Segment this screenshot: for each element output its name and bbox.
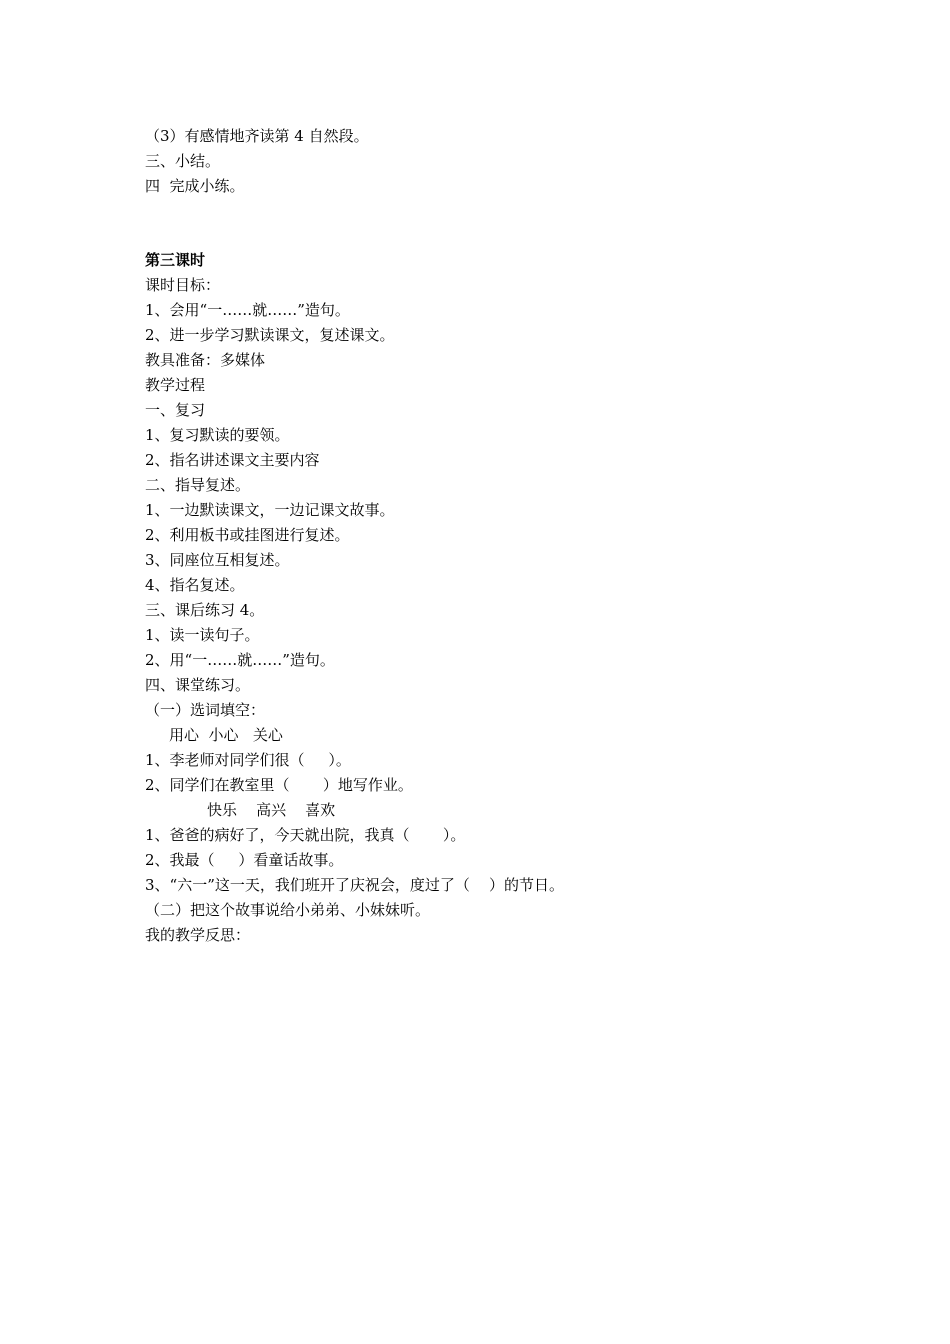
text-line: 课时目标： bbox=[145, 276, 221, 294]
text-line: 一、复习 bbox=[145, 401, 206, 419]
word-choices: 快乐 高兴 喜欢 bbox=[207, 801, 336, 819]
word-choices: 用心 小心 关心 bbox=[169, 726, 283, 744]
text-line: 二、指导复述。 bbox=[145, 476, 251, 494]
exercise-line: 1、爸爸的病好了，今天就出院，我真（ ）。 bbox=[145, 826, 466, 844]
text-line: 1、读一读句子。 bbox=[145, 626, 260, 644]
exercise-line: 3、“六一”这一天，我们班开了庆祝会，度过了（ ）的节日。 bbox=[145, 876, 564, 894]
exercise-line: 2、我最（ ）看童话故事。 bbox=[145, 851, 344, 869]
section-heading: 第三课时 bbox=[145, 251, 206, 269]
text-line: 2、进一步学习默读课文，复述课文。 bbox=[145, 326, 395, 344]
exercise-line: 2、同学们在教室里（ ）地写作业。 bbox=[145, 776, 413, 794]
text-line: 三、课后练习 4。 bbox=[145, 601, 265, 619]
text-line: 四、课堂练习。 bbox=[145, 676, 251, 694]
exercise-line: 1、李老师对同学们很（ ）。 bbox=[145, 751, 351, 769]
text-line: 1、会用“一……就……”造句。 bbox=[145, 301, 350, 319]
text-line: （3）有感情地齐读第 4 自然段。 bbox=[145, 127, 369, 145]
text-line: 四 完成小练。 bbox=[145, 177, 245, 195]
text-line: 4、指名复述。 bbox=[145, 576, 245, 594]
text-line: 2、利用板书或挂图进行复述。 bbox=[145, 526, 350, 544]
text-line: 教学过程 bbox=[145, 376, 206, 394]
text-line: 1、一边默读课文，一边记课文故事。 bbox=[145, 501, 395, 519]
text-line: （一）选词填空： bbox=[145, 701, 266, 719]
document-body bbox=[145, 124, 845, 948]
text-line: 3、同座位互相复述。 bbox=[145, 551, 290, 569]
text-line: 2、用“一……就……”造句。 bbox=[145, 651, 335, 669]
text-line: 2、指名讲述课文主要内容 bbox=[145, 451, 320, 469]
text-line: （二）把这个故事说给小弟弟、小妹妹听。 bbox=[145, 901, 431, 919]
text-line: 教具准备：多媒体 bbox=[145, 351, 266, 369]
text-line: 1、复习默读的要领。 bbox=[145, 426, 290, 444]
text-line: 我的教学反思： bbox=[145, 926, 251, 944]
section-spacer bbox=[145, 199, 845, 248]
text-line: 三、小结。 bbox=[145, 152, 221, 170]
